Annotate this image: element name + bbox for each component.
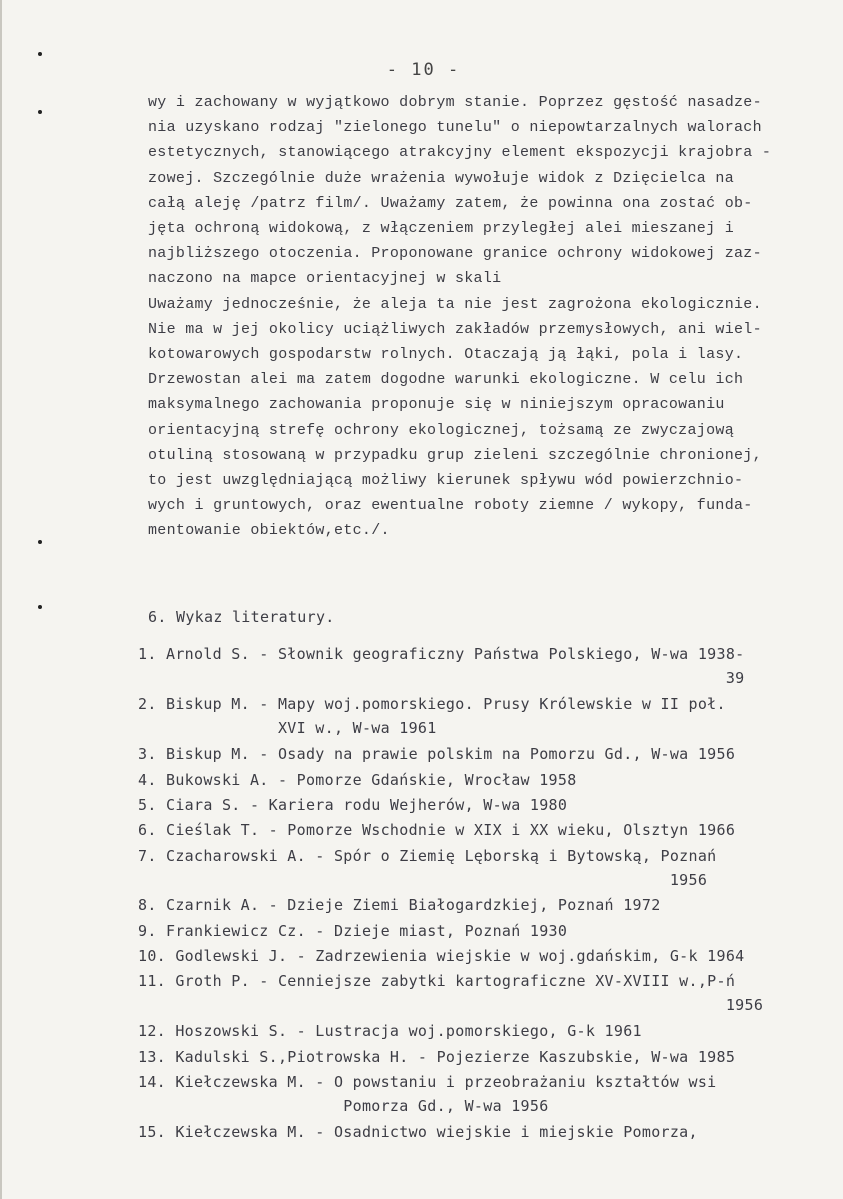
literature-entry (138, 793, 838, 817)
literature-entry (138, 969, 838, 1017)
literature-entry-text: 11. Groth P. - Cenniejsze zabytki kartograficzne XV-XVIII w.,P-ń (138, 972, 736, 990)
page-number: - 10 - (386, 60, 461, 80)
paragraph-line: wy i zachowany w wyjątkowo dobrym stanie. Poprzez gęstość nasadze- (148, 94, 762, 111)
paragraph-line: Drzewostan alei ma zatem dogodne warunki ekologiczne. W celu ich (148, 371, 744, 389)
paragraph-line: Uważamy jednocześnie, że aleja ta nie jest zagrożona ekologicznie. (148, 295, 762, 313)
literature-entry-text: 6. Cieślak T. - Pomorze Wschodnie w XIX i XX wieku, Olsztyn 1966 (138, 821, 736, 839)
literature-entry (138, 742, 838, 766)
literature-entry (138, 919, 838, 943)
paragraph-line: otuliną stosowaną w przypadku grup zieleni szczególnie chronionej, (148, 446, 762, 464)
literature-entry (138, 642, 838, 690)
literature-entry (138, 1070, 838, 1118)
paragraph-line: wych i gruntowych, oraz ewentualne roboty ziemne / wykopy, funda- (148, 497, 753, 515)
literature-entry-text: 4. Bukowski A. - Pomorze Gdańskie, Wrocław 1958 (138, 771, 577, 789)
paragraph-line: maksymalnego zachowania proponuje się w niniejszym opracowaniu (148, 396, 725, 414)
punch-hole-mark (38, 540, 42, 544)
literature-heading: 6. Wykaz literatury. (148, 608, 335, 626)
literature-entry-continuation: XVI w., W-wa 1961 (138, 719, 437, 737)
paragraph-line: najbliższego otoczenia. Proponowane granice ochrony widokowej zaz- (148, 245, 762, 263)
punch-hole-mark (38, 110, 42, 114)
literature-entry-text: 13. Kadulski S.,Piotrowska H. - Pojezierze Kaszubskie, W-wa 1985 (138, 1048, 736, 1066)
literature-entry-text: 2. Biskup M. - Mapy woj.pomorskiego. Prusy Królewskie w II poł. (138, 695, 726, 713)
literature-entry-text: 14. Kiełczewska M. - O powstaniu i przeobrażaniu kształtów wsi (138, 1073, 717, 1091)
body-paragraph (148, 90, 838, 544)
paragraph-line: Nie ma w jej okolicy uciążliwych zakładów przemysłowych, ani wiel- (148, 320, 762, 338)
literature-entry (138, 692, 838, 740)
literature-entry-text: 7. Czacharowski A. - Spór o Ziemię Lęborską i Bytowską, Poznań (138, 847, 717, 865)
literature-entry (138, 844, 838, 892)
paragraph-line: zowej. Szczególnie duże wrażenia wywołuje widok z Dzięcielca na (148, 169, 734, 187)
literature-entry-text: 5. Ciara S. - Kariera rodu Wejherów, W-wa 1980 (138, 796, 568, 814)
literature-entry-continuation: 39 (138, 669, 745, 687)
paragraph-line: kotowarowych gospodarstw rolnych. Otaczają ją łąki, pola i lasy. (148, 346, 744, 364)
paragraph-line: całą aleję /patrz film/. Uważamy zatem, że powinna ona zostać ob- (148, 194, 753, 212)
literature-entry-text: 15. Kiełczewska M. - Osadnictwo wiejskie i miejskie Pomorza, (138, 1123, 698, 1141)
literature-entry-text: 9. Frankiewicz Cz. - Dzieje miast, Poznań 1930 (138, 922, 568, 940)
literature-entry (138, 1120, 838, 1144)
literature-entry-text: 10. Godlewski J. - Zadrzewienia wiejskie w woj.gdańskim, G-k 1964 (138, 947, 745, 965)
literature-entry-text: 8. Czarnik A. - Dzieje Ziemi Białogardzkiej, Poznań 1972 (138, 896, 661, 914)
literature-entry-text: 12. Hoszowski S. - Lustracja woj.pomorskiego, G-k 1961 (138, 1022, 642, 1040)
paragraph-line: jęta ochroną widokową, z włączeniem przyległej alei mieszanej i (148, 220, 734, 238)
literature-entry (138, 1019, 838, 1043)
paragraph-line: nia uzyskano rodzaj "zielonego tunelu" o niepowtarzalnych walorach (148, 119, 762, 137)
paragraph-line: estetycznych, stanowiącego atrakcyjny element ekspozycji krajobra - (148, 144, 772, 162)
literature-entry (138, 818, 838, 842)
literature-entry-text: 1. Arnold S. - Słownik geograficzny Państwa Polskiego, W-wa 1938- (138, 645, 745, 663)
literature-entry (138, 893, 838, 917)
literature-entry-text: 3. Biskup M. - Osady na prawie polskim na Pomorzu Gd., W-wa 1956 (138, 745, 736, 763)
literature-entry-continuation: Pomorza Gd., W-wa 1956 (138, 1097, 549, 1115)
paragraph-line: mentowanie obiektów,etc./. (148, 522, 390, 540)
literature-entry-continuation: 1956 (138, 996, 764, 1014)
paragraph-line: orientacyjną strefę ochrony ekologicznej, tożsamą ze zwyczajową (148, 421, 734, 439)
punch-hole-mark (38, 605, 42, 609)
paragraph-line: naczono na mapce orientacyjnej w skali (148, 270, 502, 288)
literature-entry (138, 944, 838, 968)
literature-entry-continuation: 1956 (138, 871, 708, 889)
literature-entry (138, 768, 838, 792)
punch-hole-mark (38, 52, 42, 56)
paragraph-line: to jest uwzględniającą możliwy kierunek spływu wód powierzchnio- (148, 472, 744, 490)
literature-entry (138, 1045, 838, 1069)
